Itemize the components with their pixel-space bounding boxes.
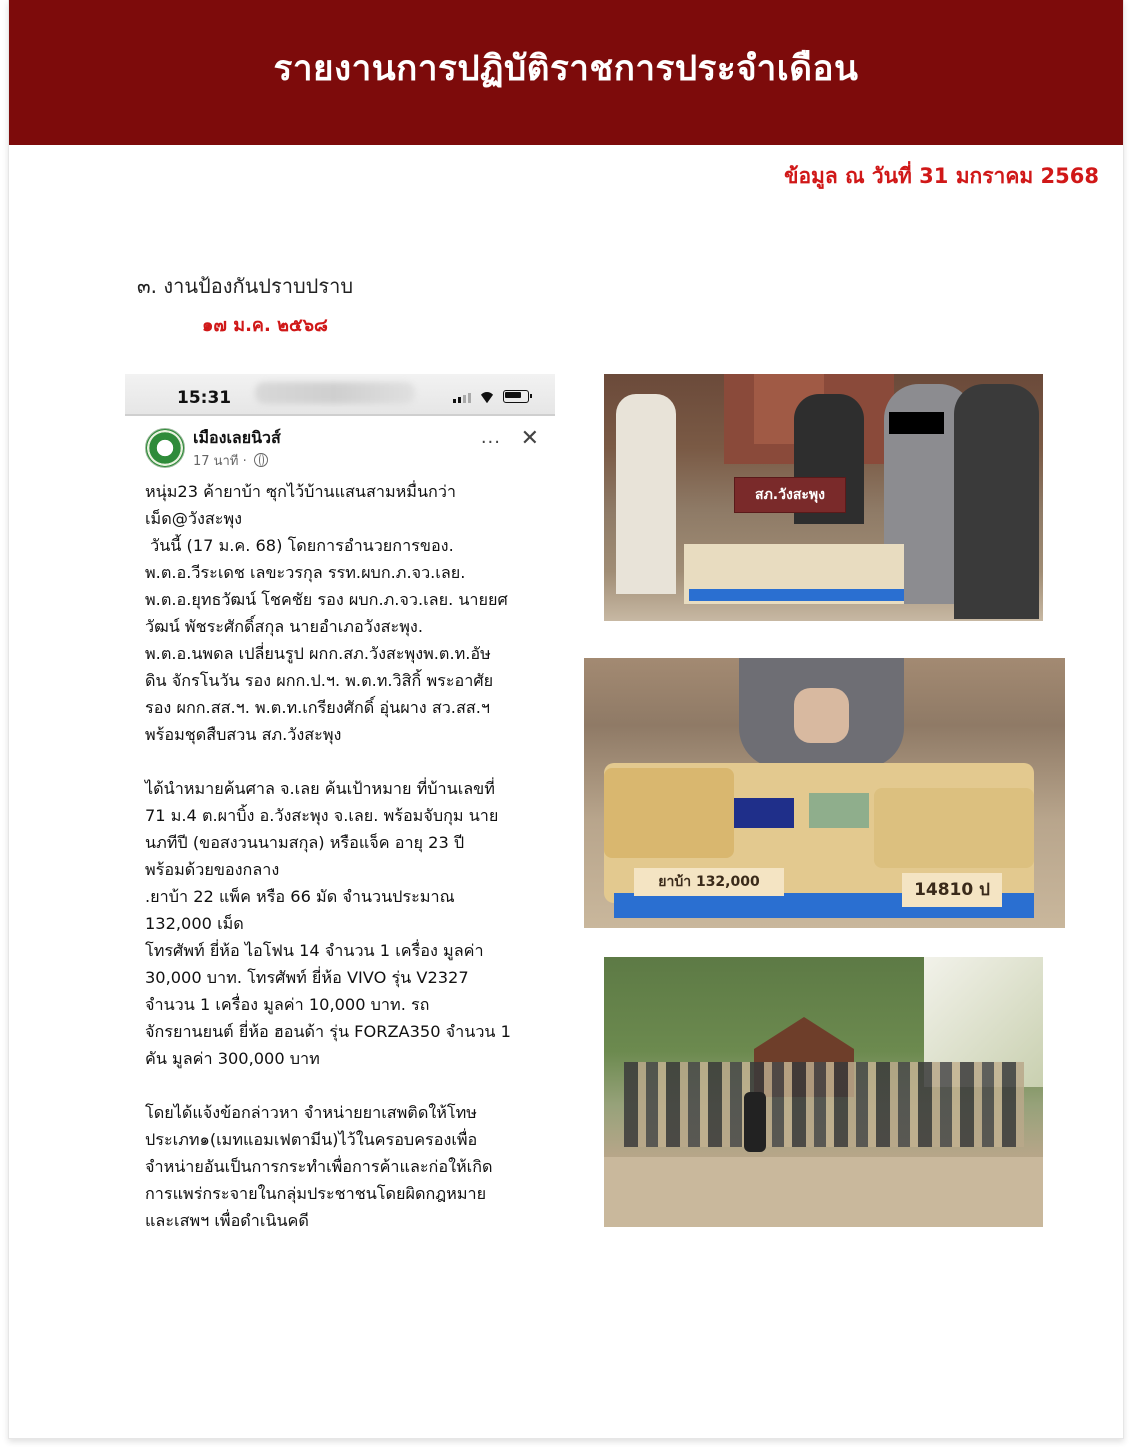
- post-line: จำนวน 1 เครื่อง มูลค่า 10,000 บาท. รถ: [145, 995, 430, 1014]
- post-text: [145, 478, 555, 1234]
- post-line: นภทีปี (ขอสงวนนามสกุล) หรือแจ็ค อายุ 23 ปี: [145, 833, 465, 852]
- page-avatar[interactable]: [145, 428, 185, 468]
- police-station-sign: สภ.วังสะพุง: [734, 477, 846, 513]
- blurred-area: [255, 382, 415, 404]
- photo-arrest-scene: [604, 374, 1043, 621]
- count-label: 14810 ป: [902, 873, 1002, 907]
- wifi-icon: [479, 392, 495, 403]
- post-line: วัฒน์ พัชระศักดิ์สกุล นายอำเภอวังสะพุง.: [145, 617, 423, 636]
- section-heading: ๓. งานป้องกันปราบปราบ: [137, 274, 354, 298]
- post-line: และเสพฯ เพื่อดำเนินคดี: [145, 1211, 309, 1230]
- facebook-post-screenshot: [125, 374, 555, 1234]
- post-header: [145, 426, 545, 470]
- post-line: พร้อมด้วยของกลาง: [145, 860, 280, 879]
- post-line: โดยได้แจ้งข้อกล่าวหา จำหน่ายยาเสพติดให้โทษ: [145, 1103, 477, 1122]
- globe-icon: [254, 453, 268, 467]
- post-line: จักรยานยนต์ ยี่ห้อ ฮอนด้า รุ่น FORZA350 จำนวน 1: [145, 1022, 511, 1041]
- post-line: โทรศัพท์ ยี่ห้อ ไอโฟน 14 จำนวน 1 เครื่อง มูลค่า: [145, 941, 484, 960]
- post-line: หนุ่ม23 ค้ายาบ้า ซุกไว้บ้านแสนสามหมื่นกว่า: [145, 482, 457, 501]
- event-date: ๑๗ ม.ค. ๒๕๖๘: [202, 315, 328, 336]
- signal-icon: [453, 393, 471, 403]
- more-options-icon[interactable]: ···: [480, 432, 501, 453]
- close-icon[interactable]: ✕: [520, 426, 539, 451]
- header-banner: [9, 0, 1123, 145]
- post-line: เม็ด@วังสะพุง: [145, 509, 243, 528]
- report-page: [8, 0, 1124, 1439]
- post-line: พร้อมชุดสืบสวน สภ.วังสะพุง: [145, 725, 342, 744]
- post-line: 30,000 บาท. โทรศัพท์ ยี่ห้อ VIVO รุ่น V2327: [145, 968, 469, 987]
- post-line: ประเภท๑(เมทแอมเฟตามีน)ไว้ในครอบครองเพื่อ: [145, 1130, 478, 1149]
- post-line: พ.ต.อ.นพดล เปลี่ยนรูป ผกก.สภ.วังสะพุงพ.ต.ท.อัษ: [145, 644, 491, 663]
- package-label: ยาบ้า 132,000: [634, 868, 784, 896]
- post-line: 132,000 เม็ด: [145, 914, 244, 933]
- photo-group-operation: [604, 957, 1043, 1227]
- post-line: ได้นำหมายค้นศาล จ.เลย ค้นเป้าหมาย ที่บ้านเลขที่: [145, 779, 495, 798]
- post-line: คัน มูลค่า 300,000 บาท: [145, 1049, 320, 1068]
- status-time: 15:31: [177, 388, 232, 408]
- post-line: การแพร่กระจายในกลุ่มประชาชนโดยผิดกฎหมาย: [145, 1184, 487, 1203]
- post-line: พ.ต.อ.ยุทธวัฒน์ โชคชัย รอง ผบก.ภ.จว.เลย. นายยศ: [145, 590, 508, 609]
- page-title: รายงานการปฏิบัติราชการประจำเดือน: [273, 49, 859, 89]
- post-line: 71 ม.4 ต.ผาบิ้ง อ.วังสะพุง จ.เลย. พร้อมจับกุม นาย: [145, 806, 499, 825]
- phone-status-bar: [125, 374, 555, 416]
- battery-icon: [503, 390, 529, 403]
- post-line: .ยาบ้า 22 แพ็ค หรือ 66 มัด จำนวนประมาณ: [145, 887, 455, 906]
- report-date: ข้อมูล ณ วันที่ 31 มกราคม 2568: [784, 164, 1099, 188]
- page-name[interactable]: เมืองเลยนิวส์: [193, 428, 281, 447]
- post-line: รอง ผกก.สส.ฯ. พ.ต.ท.เกรียงศักดิ์ อุ่นผาง สว.สส.ฯ: [145, 698, 490, 717]
- post-line: วันนี้ (17 ม.ค. 68) โดยการอำนวยการของ.: [145, 536, 454, 555]
- photo-seized-evidence: [584, 658, 1065, 928]
- post-line: ดิน จักรโนวัน รอง ผกก.ป.ฯ. พ.ต.ท.วิสิกิ้ พระอาศัย: [145, 671, 494, 690]
- post-line: พ.ต.อ.วีระเดช เลขะวรกุล รรท.ผบก.ภ.จว.เลย.: [145, 563, 466, 582]
- post-line: จำหน่ายอันเป็นการกระทำเพื่อการค้าและก่อให้เกิด: [145, 1157, 493, 1176]
- post-time: 17 นาที ·: [193, 454, 247, 469]
